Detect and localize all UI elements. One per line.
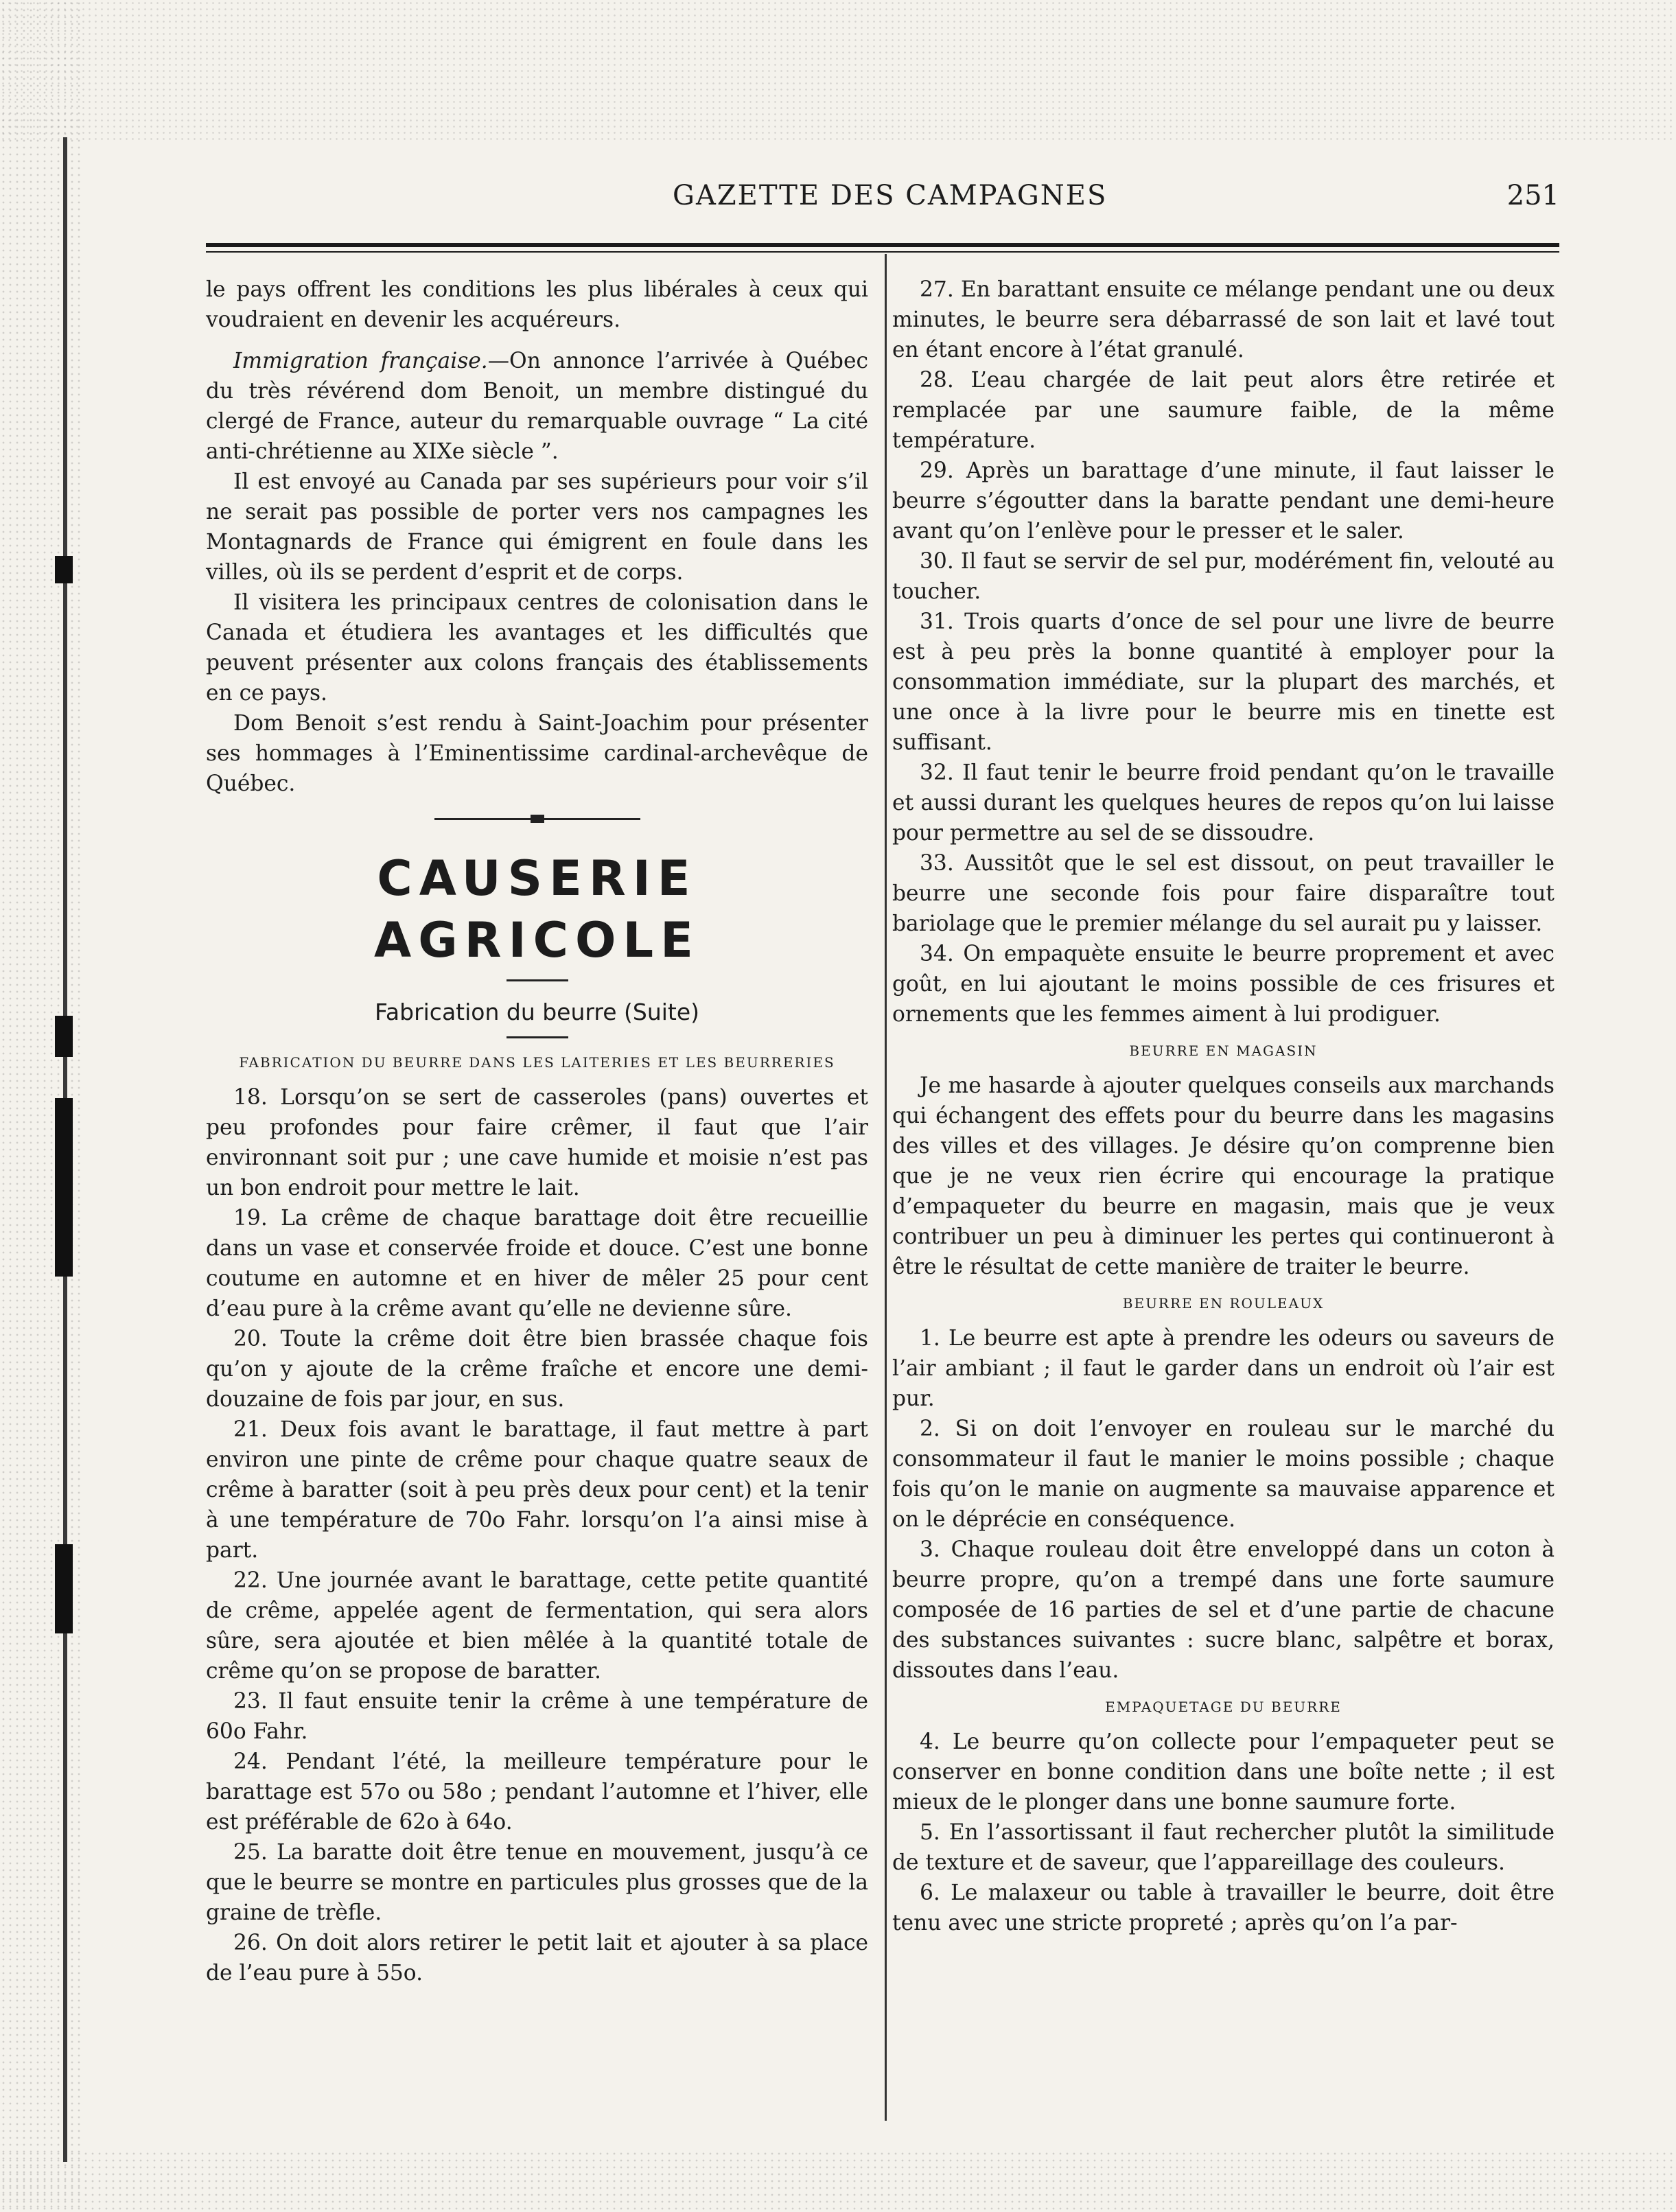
subheading: EMPAQUETAGE DU BEURRE — [1105, 1699, 1342, 1715]
paragraph-body: —On annonce l’arrivée à Québec du très révérend dom Benoit, un membre distingué du clergé de France, auteur du remarquable ouvrage “ La cité anti-chrétienne au XIXe siècle ”. — [206, 349, 868, 464]
numbered-item: 32. Il faut tenir le beurre froid pendant qu’on le travaille et aussi durant les quelques heures de repos qu’on lui laisse pour permettre au sel de se dissoudre. — [892, 760, 1555, 846]
numbered-item: 30. Il faut se servir de sel pur, modérément fin, velouté au toucher. — [892, 549, 1555, 604]
binding-mark — [55, 556, 73, 583]
numbered-item: 4. Le beurre qu’on collecte pour l’empaqueter peut se conserver en bonne condition dans une boîte nette ; il est mieux de le plonger dans une bonne saumure forte. — [892, 1730, 1555, 1815]
page-number: 251 — [1506, 180, 1559, 211]
paragraph: Je me hasarde à ajouter quelques conseils aux marchands qui échangent des effets pour du beurre dans les magasins des villes et des villages. Je désire qu’on comprenne bien que je ne veux rien écrire qui encourage la pratique d’empaqueter du beurre en magasin, mais que je veux contribuer un peu à diminuer les pertes qui continueront à être le résultat de cette manière de traiter le beurre. — [892, 1073, 1555, 1279]
divider-ornament — [531, 815, 544, 823]
numbered-item: 25. La baratte doit être tenue en mouvement, jusqu’à ce que le beurre se montre en particules plus grosses que de la graine de trèfle. — [206, 1840, 868, 1925]
numbered-item: 19. La crême de chaque barattage doit être recueillie dans un vase et conservée froide et douce. C’est une bonne coutume en automne et en hiver de mêler 25 pour cent d’eau pure à la crême avant qu’elle ne devienne sûre. — [206, 1206, 868, 1321]
article-subtitle: Fabrication du beurre (Suite) — [374, 999, 700, 1025]
subheading: BEURRE EN ROULEAUX — [1122, 1295, 1325, 1312]
left-column — [206, 275, 868, 1988]
numbered-item: 33. Aussitôt que le sel est dissout, on peut travailler le beurre une seconde fois pour faire disparaître tout bariolage que le premier mélange du sel aurait pu y laisser. — [892, 851, 1555, 936]
subheading: BEURRE EN MAGASIN — [1129, 1043, 1318, 1059]
numbered-item: 6. Le malaxeur ou table à travailler le beurre, doit être tenu avec une stricte propreté ; après qu’on l’a par- — [892, 1881, 1555, 1935]
lead-in: Immigration française. — [233, 349, 488, 373]
paragraph: Il visitera les principaux centres de colonisation dans le Canada et étudiera les avantages et les difficultés que peuvent présenter aux colons français des établissements en ce pays. — [206, 590, 868, 706]
numbered-item: 26. On doit alors retirer le petit lait et ajouter à sa place de l’eau pure à 55o. — [206, 1931, 868, 1986]
binding-mark — [55, 1098, 73, 1277]
numbered-item: 5. En l’assortissant il faut rechercher plutôt la similitude de texture et de saveur, que l’appareillage des couleurs. — [892, 1820, 1555, 1875]
numbered-item: 18. Lorsqu’on se sert de casseroles (pans) ouvertes et peu profondes pour faire crêmer, il faut que l’air environnant soit pur ; une cave humide et moisie n’est pas un bon endroit pour mettre le lait. — [206, 1085, 868, 1200]
binding-mark — [55, 1016, 73, 1057]
numbered-item: 2. Si on doit l’envoyer en rouleau sur le marché du consommateur il faut le manier le moins possible ; chaque fois qu’on le manie on augmente sa mauvaise apparence et on le déprécie en conséquence. — [892, 1417, 1555, 1532]
numbered-item: 34. On empaquète ensuite le beurre proprement et avec goût, en lui ajoutant le moins possible de ces frisures et ornements que les femmes aiment à lui prodiguer. — [892, 942, 1555, 1027]
paragraph: Il est envoyé au Canada par ses supérieurs pour voir s’il ne serait pas possible de porter vers nos campagnes les Montagnards de France qui émigrent en foule dans les villes, où ils se perdent d’esprit et de corps. — [206, 469, 868, 585]
section-title: CAUSERIE AGRICOLE — [374, 850, 700, 968]
numbered-item: 27. En barattant ensuite ce mélange pendant une ou deux minutes, le beurre sera débarrassé de son lait et lavé tout en étant encore à l’état granulé. — [892, 277, 1555, 362]
page-header — [206, 180, 1559, 221]
right-column — [892, 275, 1555, 1938]
numbered-item: 29. Après un barattage d’une minute, il faut laisser le beurre s’égoutter dans la baratte pendant une demi-heure avant qu’on l’enlève pour le presser et le saler. — [892, 458, 1555, 544]
scan-noise — [0, 0, 1676, 144]
numbered-item: 21. Deux fois avant le barattage, il faut mettre à part environ une pinte de crême pour chaque quatre seaux de crême à baratter (soit à peu près deux pour cent) et la tenir à une température de 70o Fahr. lorsqu’on l’a ainsi mise à part. — [206, 1417, 868, 1563]
column-divider — [885, 254, 887, 2121]
numbered-item: 28. L’eau chargée de lait peut alors être retirée et remplacée par une saumure faible, de la même température. — [892, 368, 1555, 453]
numbered-item: 3. Chaque rouleau doit être enveloppé dans un coton à beurre propre, qu’on a trempé dans une forte saumure composée de 16 parties de sel et d’une partie de chacune des substances suivantes : sucre blanc, salpêtre et borax, dissoutes dans l’eau. — [892, 1537, 1555, 1683]
numbered-item: 20. Toute la crême doit être bien brassée chaque fois qu’on y ajoute de la crême fraîche et encore une demi-douzaine de fois par jour, en sus. — [206, 1327, 868, 1412]
binding-mark — [55, 1544, 73, 1633]
numbered-item: 31. Trois quarts d’once de sel pour une livre de beurre est à peu près la bonne quantité à employer pour la consommation immédiate, sur la plupart des marchés, et une once à la livre pour le beurre mis en tinette est suffisant. — [892, 609, 1555, 755]
running-title: GAZETTE DES CAMPAGNES — [673, 180, 1108, 211]
numbered-item: 1. Le beurre est apte à prendre les odeurs ou saveurs de l’air ambiant ; il faut le garder dans un endroit où l’air est pur. — [892, 1326, 1555, 1411]
header-rule — [206, 251, 1559, 253]
numbered-item: 22. Une journée avant le barattage, cette petite quantité de crême, appelée agent de fermentation, qui sera alors sûre, sera ajoutée et bien mêlée à la quantité totale de crême qu’on se propose de baratter. — [206, 1568, 868, 1684]
numbered-item: 24. Pendant l’été, la meilleure température pour le barattage est 57o ou 58o ; pendant l’automne et l’hiver, elle est préférable de 62o à 64o. — [206, 1749, 868, 1835]
section-divider — [434, 818, 640, 820]
header-rule — [206, 243, 1559, 247]
title-rule — [507, 1036, 568, 1038]
paragraph: Dom Benoit s’est rendu à Saint-Joachim pour présenter ses hommages à l’Eminentissime cardinal-archevêque de Québec. — [206, 711, 868, 796]
paragraph — [206, 346, 868, 467]
scan-noise — [0, 2150, 1676, 2212]
title-rule — [507, 979, 568, 981]
numbered-item: 23. Il faut ensuite tenir la crême à une température de 60o Fahr. — [206, 1689, 868, 1744]
paragraph: le pays offrent les conditions les plus libérales à ceux qui voudraient en devenir les acquéreurs. — [206, 277, 868, 332]
subheading: FABRICATION DU BEURRE DANS LES LAITERIES ET LES BEURRERIES — [239, 1054, 835, 1071]
